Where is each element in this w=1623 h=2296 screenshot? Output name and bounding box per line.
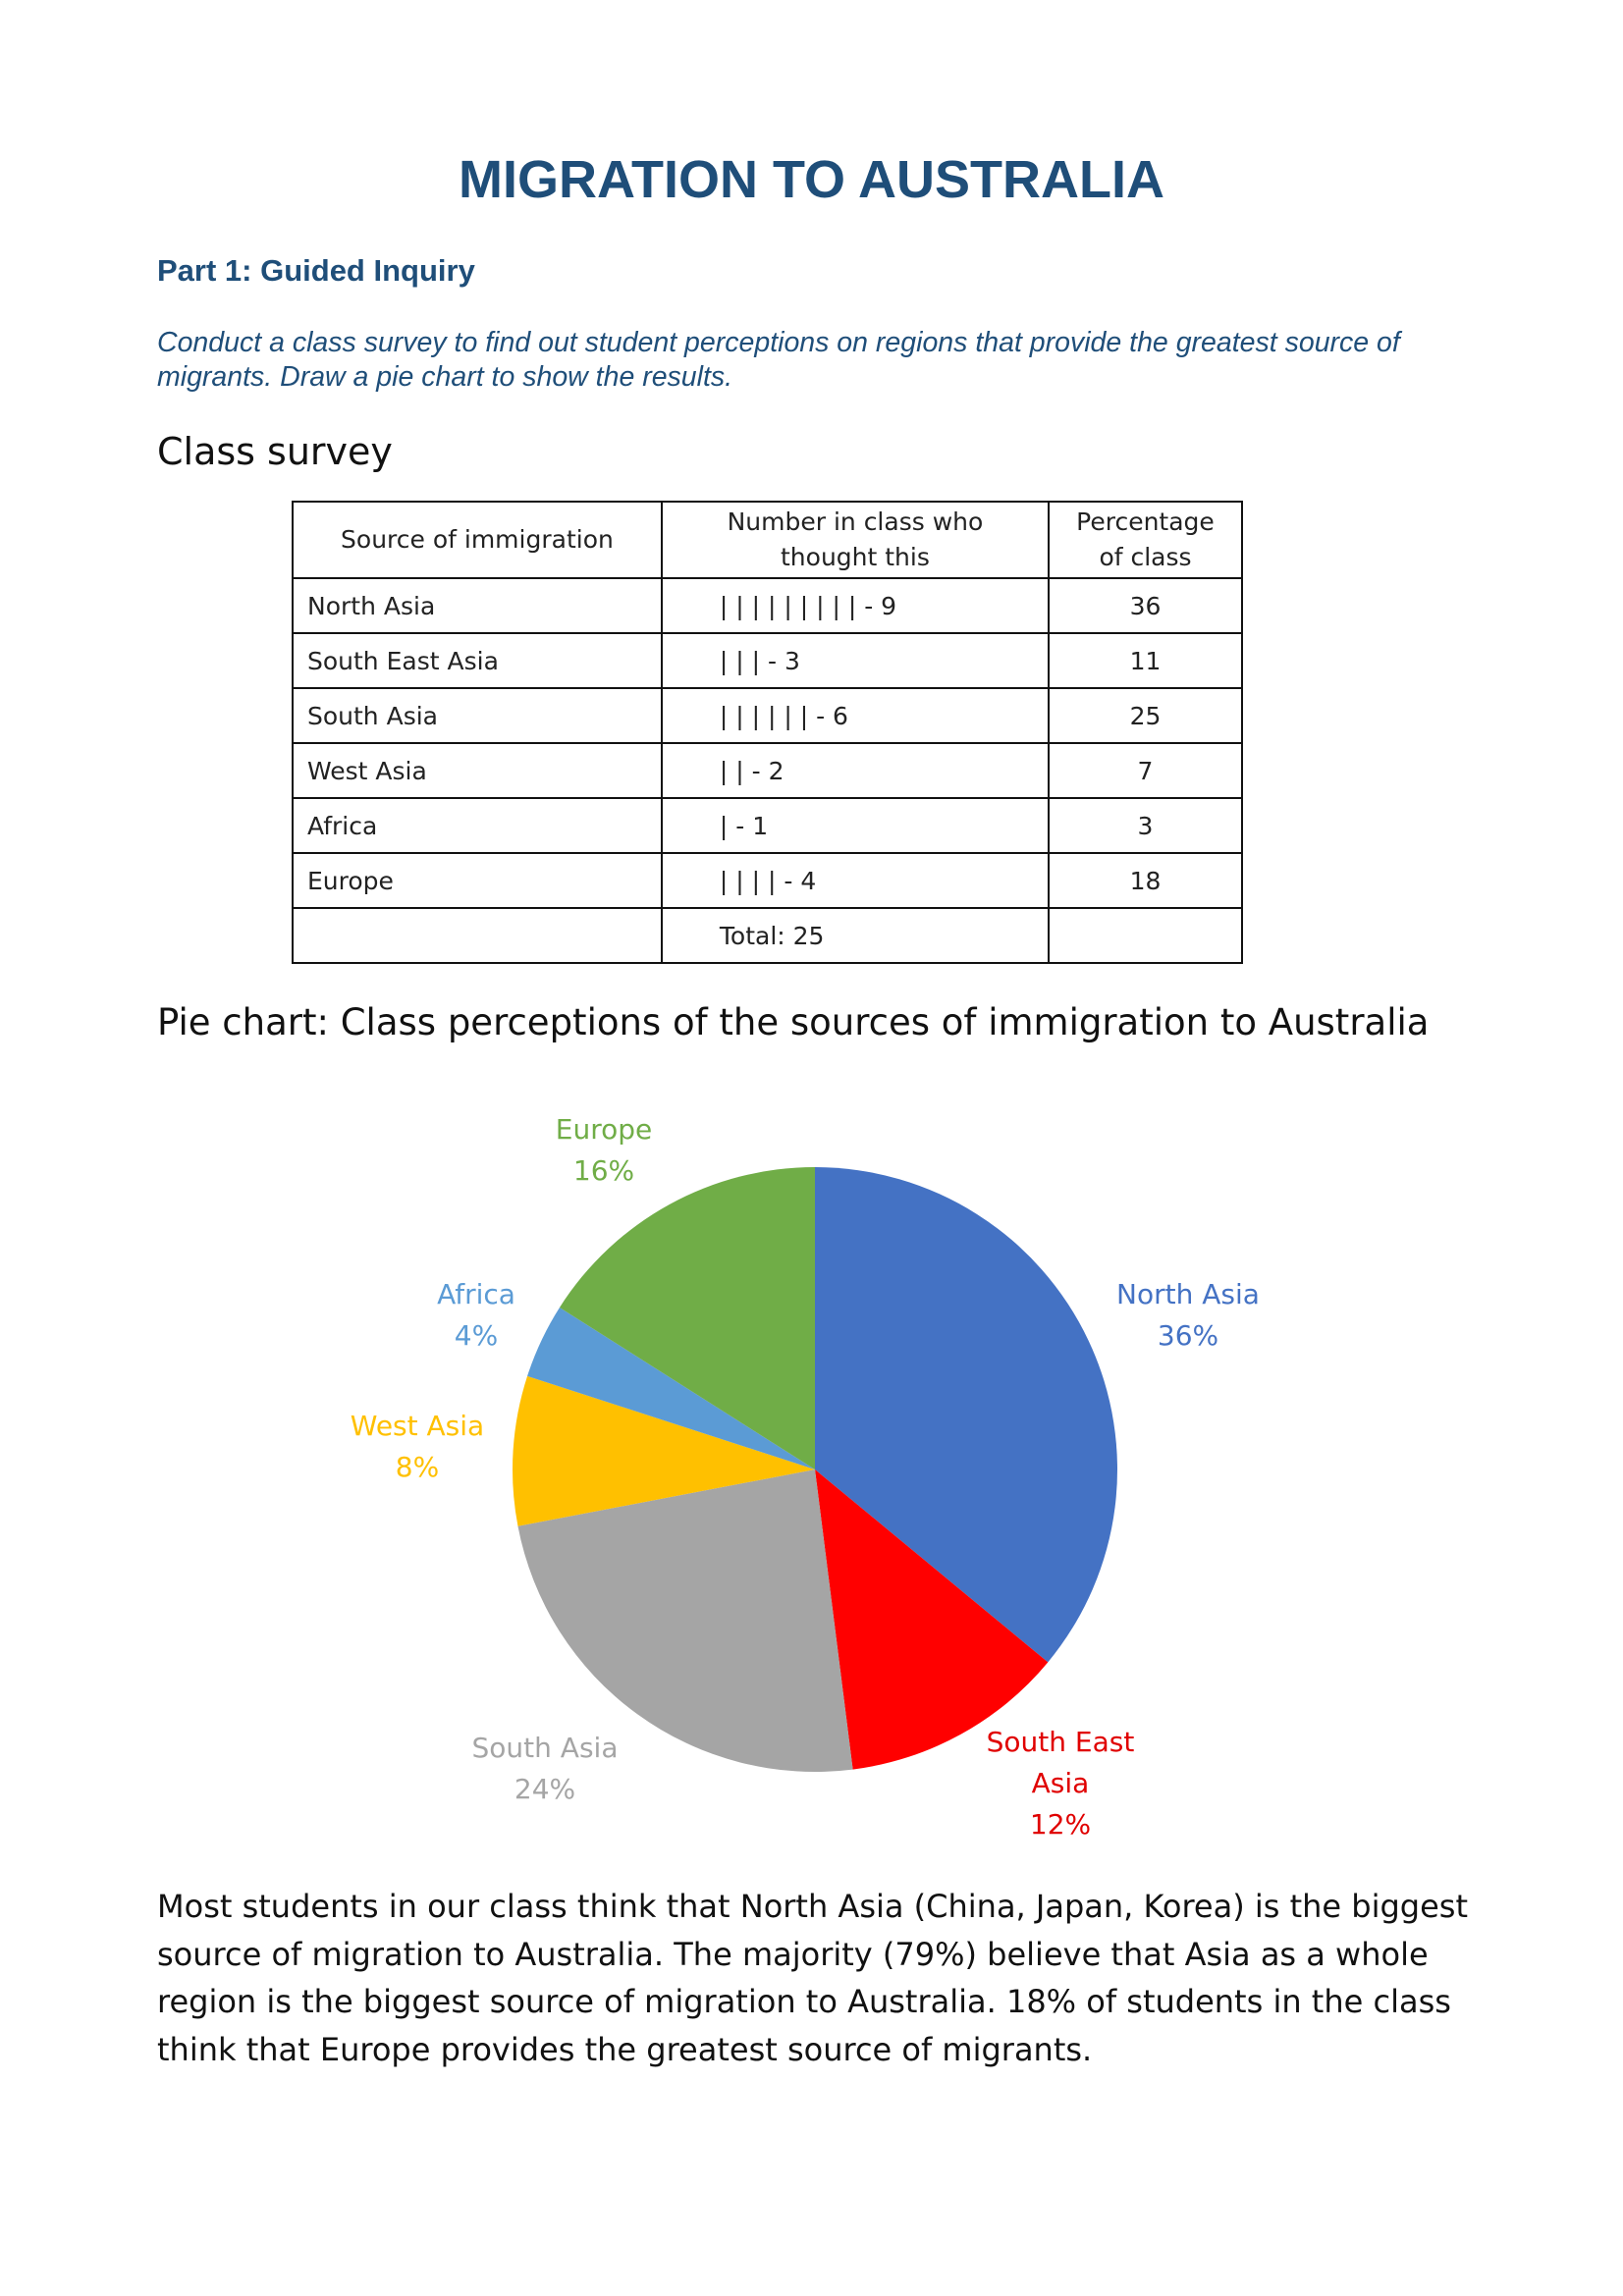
- pie-label-south-asia: [447, 1728, 643, 1810]
- cell-source: North Asia: [293, 578, 662, 633]
- cell-percent: 3: [1049, 798, 1242, 853]
- pie-label-name: South East Asia: [986, 1726, 1135, 1799]
- pie-label-value: 4%: [454, 1319, 499, 1352]
- cell-count: | | | - 3: [662, 633, 1049, 688]
- cell-count: | | | | | | | | | - 9: [662, 578, 1049, 633]
- summary-paragraph: Most students in our class think that North Asia (China, Japan, Korea) is the biggest source of migration to Australia. The majority (79%) believe that Asia as a whole region is the biggest source of migration to Australia. 18% of students in the class think that Europe provides the greatest source of migrants.: [157, 1888, 1469, 2068]
- pie-heading: Pie chart: Class perceptions of the sources of immigration to Australia: [157, 1001, 1430, 1043]
- header-percent: Percentage of class: [1049, 502, 1242, 578]
- cell-count: Total: 25: [662, 908, 1049, 963]
- cell-count: | | | | | | - 6: [662, 688, 1049, 743]
- pie-label-africa: [412, 1274, 540, 1357]
- page-title: MIGRATION TO AUSTRALIA: [459, 150, 1164, 209]
- pie-label-south-east-asia: [962, 1722, 1159, 1845]
- cell-percent: 36: [1049, 578, 1242, 633]
- pie-label-name: West Asia: [350, 1410, 485, 1442]
- cell-percent: 18: [1049, 853, 1242, 908]
- survey-heading: Class survey: [157, 430, 393, 473]
- pie-label-name: North Asia: [1116, 1278, 1260, 1310]
- cell-source: West Asia: [293, 743, 662, 798]
- pie-label-europe: [530, 1109, 677, 1192]
- cell-count: | - 1: [662, 798, 1049, 853]
- pie-label-value: 8%: [395, 1451, 440, 1483]
- instructions-text: Conduct a class survey to find out student perceptions on regions that provide the greatest source of migrants. Draw a pie chart to show the results.: [157, 327, 1400, 393]
- cell-source: Europe: [293, 853, 662, 908]
- cell-percent: 11: [1049, 633, 1242, 688]
- cell-percent: 7: [1049, 743, 1242, 798]
- header-count: Number in class who thought this: [662, 502, 1049, 578]
- pie-label-name: Africa: [437, 1278, 515, 1310]
- cell-percent: 25: [1049, 688, 1242, 743]
- cell-count: | | | | - 4: [662, 853, 1049, 908]
- pie-label-north-asia: [1090, 1274, 1286, 1357]
- cell-source: South East Asia: [293, 633, 662, 688]
- pie-label-name: Europe: [555, 1113, 653, 1146]
- cell-count: | | - 2: [662, 743, 1049, 798]
- pie-label-value: 12%: [1029, 1808, 1092, 1841]
- cell-source: South Asia: [293, 688, 662, 743]
- part-heading: Part 1: Guided Inquiry: [157, 253, 475, 288]
- cell-source: Africa: [293, 798, 662, 853]
- pie-label-name: South Asia: [471, 1732, 619, 1764]
- pie-label-value: 36%: [1157, 1319, 1219, 1352]
- pie-label-west-asia: [334, 1406, 501, 1488]
- header-source: Source of immigration: [293, 502, 662, 578]
- pie-label-value: 24%: [514, 1773, 576, 1805]
- pie-label-value: 16%: [572, 1154, 635, 1187]
